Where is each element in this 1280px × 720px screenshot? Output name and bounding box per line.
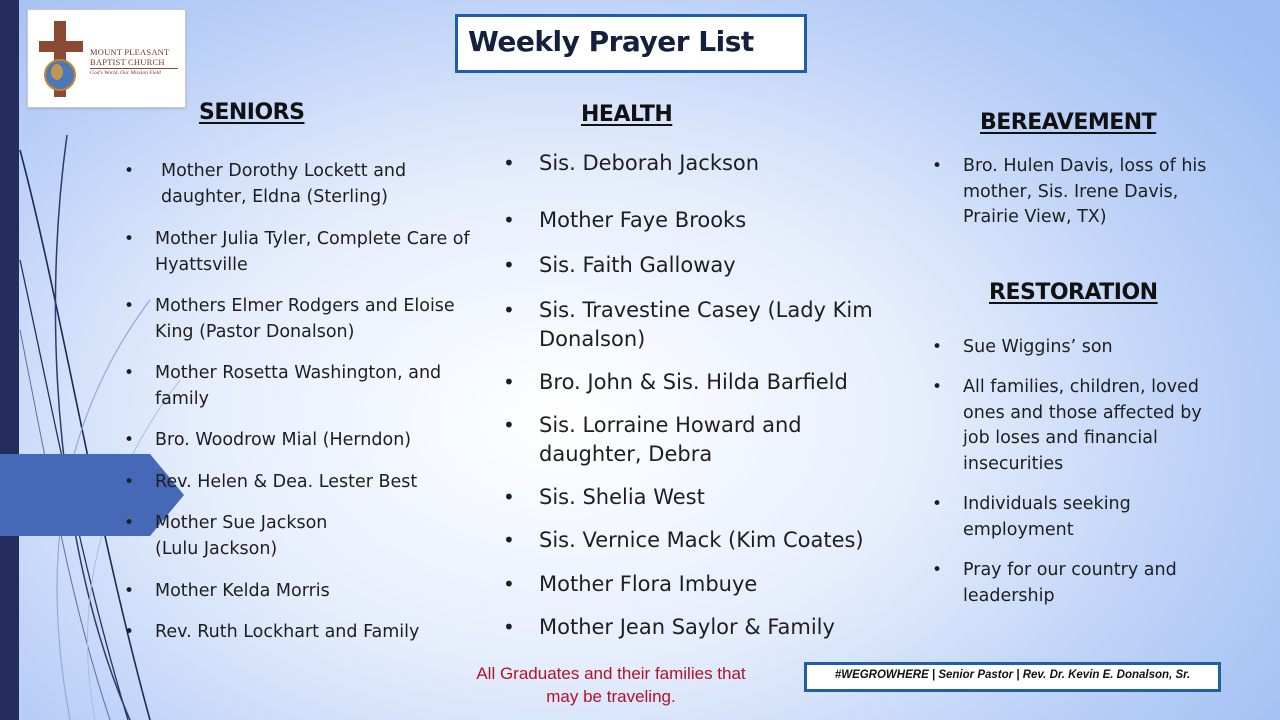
seniors-item-text: Rev. Helen & Dea. Lester Best <box>155 472 418 492</box>
bullet: • <box>124 622 135 642</box>
seniors-item-text: Mother Dorothy Lockett and daughter, Eldna (Sterling) <box>161 161 407 207</box>
bullet: • <box>503 208 515 232</box>
bullet: • <box>124 581 135 601</box>
graduates-note: All Graduates and their families that may be traveling. <box>476 664 746 706</box>
health-item-text: Sis. Shelia West <box>539 485 705 509</box>
left-accent-bar <box>0 0 19 720</box>
health-heading: HEALTH <box>581 102 673 127</box>
bullet: • <box>124 161 135 181</box>
health-item-text: Sis. Deborah Jackson <box>539 151 760 175</box>
restoration-item-text: Sue Wiggins’ son <box>963 337 1113 357</box>
footer-box <box>804 662 1221 692</box>
bullet: • <box>124 296 135 316</box>
bullet: • <box>503 253 515 277</box>
seniors-item-text: Bro. Woodrow Mial (Herndon) <box>155 430 412 450</box>
bullet: • <box>932 337 943 357</box>
bullet: • <box>503 298 515 322</box>
health-item-text: Mother Flora Imbuye <box>539 572 758 596</box>
bullet: • <box>932 560 943 580</box>
logo-line-1: MOUNT PLEASANT <box>90 47 170 57</box>
restoration-item-text: Pray for our country and leadership <box>963 560 1177 606</box>
bullet: • <box>932 494 943 514</box>
bullet: • <box>932 377 943 397</box>
bereavement-item-text: Bro. Hulen Davis, loss of his mother, Sis. Irene Davis, Prairie View, TX) <box>963 156 1207 227</box>
seniors-item-text: Mothers Elmer Rodgers and Eloise King (Pastor Donalson) <box>155 296 455 342</box>
seniors-item-text: Mother Kelda Morris <box>155 581 330 601</box>
seniors-item-text: Mother Rosetta Washington, and family <box>155 363 442 409</box>
bullet: • <box>503 528 515 552</box>
cross-globe-icon <box>35 19 87 99</box>
bullet: • <box>503 485 515 509</box>
health-item-text: Sis. Lorraine Howard and daughter, Debra <box>539 413 802 466</box>
bullet: • <box>124 513 135 533</box>
health-item-text: Sis. Faith Galloway <box>539 253 736 277</box>
bullet: • <box>124 229 135 249</box>
bullet: • <box>503 615 515 639</box>
logo-line-2: BAPTIST CHURCH <box>90 57 165 67</box>
church-logo <box>27 9 186 108</box>
seniors-item-text: Mother Sue Jackson (Lulu Jackson) <box>155 513 328 559</box>
health-item-text: Sis. Travestine Casey (Lady Kim Donalson) <box>539 298 873 351</box>
health-item-text: Mother Jean Saylor & Family <box>539 615 835 639</box>
bullet: • <box>932 156 943 176</box>
title-box <box>455 14 807 73</box>
logo-divider <box>90 68 178 69</box>
page-title: Weekly Prayer List <box>468 25 754 58</box>
restoration-item-text: Individuals seeking employment <box>963 494 1131 540</box>
health-item-text: Sis. Vernice Mack (Kim Coates) <box>539 528 864 552</box>
seniors-item-text: Rev. Ruth Lockhart and Family <box>155 622 420 642</box>
restoration-item-text: All families, children, loved ones and those affected by job loses and financial insecurities <box>963 377 1202 474</box>
seniors-item-text: Mother Julia Tyler, Complete Care of Hyattsville <box>155 229 470 275</box>
seniors-heading: SENIORS <box>199 100 305 125</box>
bullet: • <box>124 430 135 450</box>
bullet: • <box>503 151 515 175</box>
bullet: • <box>124 363 135 383</box>
restoration-heading: RESTORATION <box>989 280 1158 305</box>
health-item-text: Mother Faye Brooks <box>539 208 747 232</box>
health-item-text: Bro. John & Sis. Hilda Barfield <box>539 370 848 394</box>
bereavement-heading: BEREAVEMENT <box>980 110 1157 135</box>
bullet: • <box>124 472 135 492</box>
bullet: • <box>503 413 515 437</box>
footer-text: #WEGROWHERE | Senior Pastor | Rev. Dr. Kevin E. Donalson, Sr. <box>834 669 1191 681</box>
bullet: • <box>503 572 515 596</box>
logo-tagline: God's World, Our Mission Field <box>90 70 161 76</box>
bullet: • <box>503 370 515 394</box>
